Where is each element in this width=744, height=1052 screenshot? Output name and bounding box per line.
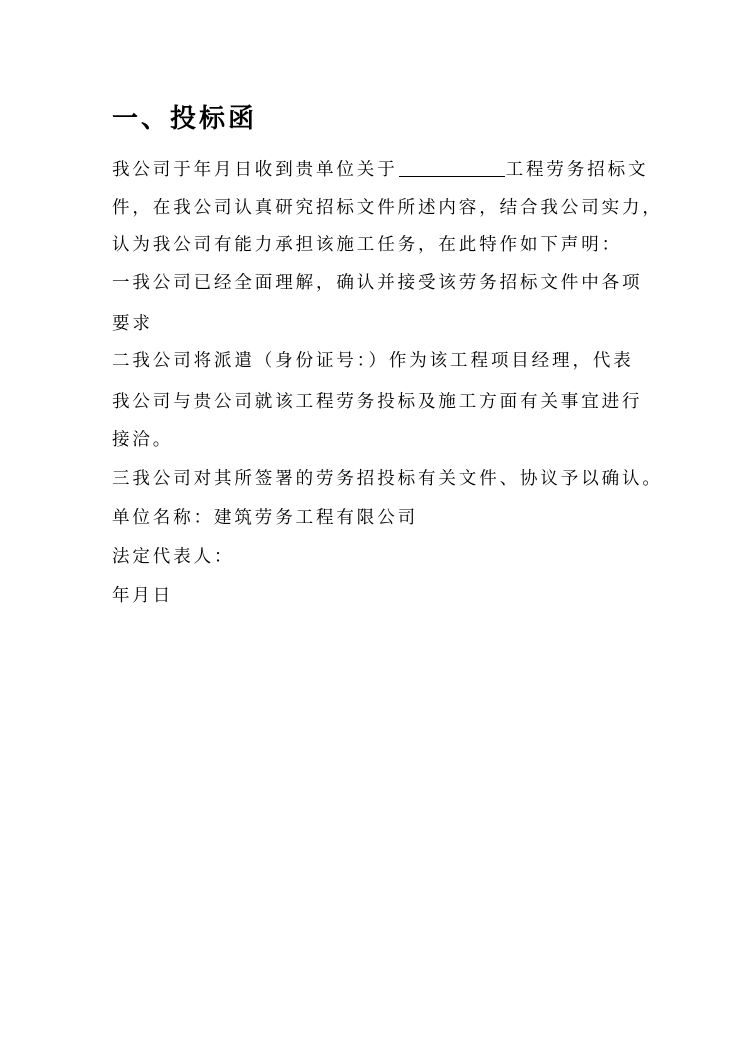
date-line: 年月日 bbox=[112, 586, 174, 606]
statement-1-line-2: 要求 bbox=[112, 314, 153, 334]
section-heading: 一、投标函 bbox=[112, 104, 258, 134]
statement-2-line-2: 我公司与贵公司就该工程劳务投标及施工方面有关事宜进行 bbox=[112, 392, 643, 412]
intro-line-1 bbox=[112, 156, 648, 182]
statement-2-line-3: 接洽。 bbox=[112, 430, 174, 450]
intro-text-before-blank: 我公司于年月日收到贵单位关于 bbox=[112, 160, 398, 180]
intro-line-3: 认为我公司有能力承担该施工任务，在此特作如下声明： bbox=[112, 235, 622, 255]
company-name-line: 单位名称：建筑劳务工程有限公司 bbox=[112, 508, 418, 528]
intro-line-2: 件，在我公司认真研究招标文件所述内容，结合我公司实力， bbox=[112, 198, 663, 218]
intro-text-after-blank: 工程劳务招标文 bbox=[505, 160, 649, 180]
statement-2-line-1: 二我公司将派遣（身份证号：）作为该工程项目经理，代表 bbox=[112, 351, 634, 371]
statement-3-line-1: 三我公司对其所签署的劳务招投标有关文件、协议予以确认。 bbox=[112, 469, 663, 489]
project-name-blank bbox=[399, 156, 505, 177]
legal-representative-line: 法定代表人： bbox=[112, 547, 235, 567]
statement-1-line-1: 一我公司已经全面理解，确认并接受该劳务招标文件中各项 bbox=[112, 273, 643, 293]
